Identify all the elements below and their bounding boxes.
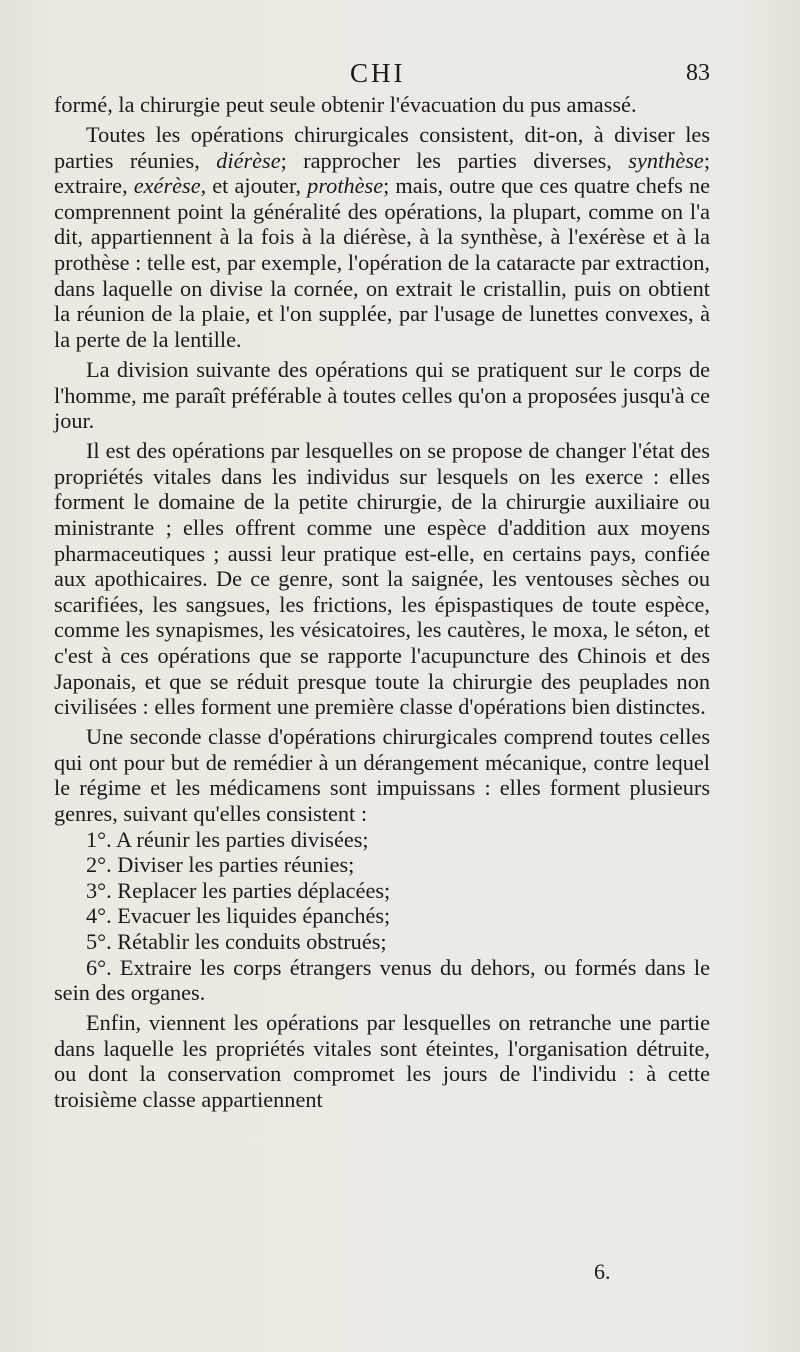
paragraph-second-class: Une seconde classe d'opérations chirurgicales comprend toutes celles qui ont pour but de remédier à un dérangement mécanique, contre lequel le régime et les médicamens sont impuissans : elles forment plusieurs genres, suivant qu'elles consistent : (54, 724, 710, 827)
page-number: 83 (686, 60, 710, 86)
paragraph-division: La division suivante des opérations qui se pratiquent sur le corps de l'homme, me paraît préférable à toutes celles qu'on a proposées jusqu'à ce jour. (54, 356, 710, 434)
paragraph-continued: formé, la chirurgie peut seule obtenir l'évacuation du pus amassé. (54, 92, 637, 117)
list-item: 2°. Diviser les parties réunies; (86, 852, 355, 878)
paragraph-first-class: Il est des opérations par lesquelles on se propose de changer l'état des propriétés vitales dans les individus sur lesquels on les exerce : elles forment le domaine de la petite chirurgie, de la chirurgie auxiliaire ou ministrante ; elles offrent comme une espèce d'addition aux moyens pharmaceutiques ; aussi leur pratique est-elle, en certains pays, confiée aux apothicaires. De ce genre, sont la saignée, les ventouses sèches ou scarifiées, les sangsues, les frictions, les épispastiques de toute espèce, comme les synapismes, les vésicatoires, les cautères, le moxa, le séton, et c'est à ces opérations que se rapporte l'acupuncture des Chinois et des Japonais, et que se réduit presque toute la chirurgie des peuplades non civilisées : elles forment une première classe d'opérations bien distinctes. (54, 438, 710, 720)
list-item: 4°. Evacuer les liquides épanchés; (86, 903, 391, 929)
paragraph-third-class: Enfin, viennent les opérations par lesquelles on retranche une partie dans laquelle les propriétés vitales sont éteintes, l'organisation détruite, ou dont la conservation compromet les jours de l'individu : à cette troisième classe appartiennent (54, 1010, 710, 1113)
list-item: 5°. Rétablir les conduits obstrués; (86, 929, 387, 954)
paragraph-text: ; rapprocher les parties diverses, (280, 147, 612, 173)
list-item: 1°. A réunir les parties divisées; (86, 826, 369, 852)
paragraph-text: Toutes les opérations chirurgicales consistent, dit-on, à diviser les parties réunies, (54, 122, 710, 173)
running-head: CHI (350, 58, 406, 88)
paragraph-text: ; extraire, (54, 147, 711, 199)
term-exerese: exérèse (133, 173, 201, 199)
list-item: 3°. Replacer les parties déplacées; (86, 877, 391, 903)
term-synthese: synthèse (628, 147, 704, 173)
term-prothese: prothèse (307, 173, 384, 199)
page-header (54, 58, 710, 90)
paragraph-text: ; mais, outre que ces quatre chefs ne comprennent point la généralité des opérations, la plupart, comme on l'a dit, appartiennent à la fois à la diérèse, à la synthèse, à l'exérèse et à la prothèse : telle est, par exemple, l'opération de la cataracte par extraction, dans laquelle on divise la cornée, on extrait le cristallin, puis on obtient la réunion de la plaie, et l'on supplée, par l'usage de lunettes convexes, à la perte de la lentille. (54, 173, 710, 352)
paragraph-operations-definition (54, 122, 710, 352)
list-item: 6°. Extraire les corps étrangers venus du dehors, ou formés dans le sein des organes. (54, 954, 710, 1006)
body-text (54, 92, 710, 1117)
operations-list (54, 827, 710, 1006)
term-dierese: diérèse (216, 147, 281, 173)
paragraph-text: , et ajouter, (200, 173, 302, 199)
signature-mark: 6. (594, 1259, 611, 1284)
